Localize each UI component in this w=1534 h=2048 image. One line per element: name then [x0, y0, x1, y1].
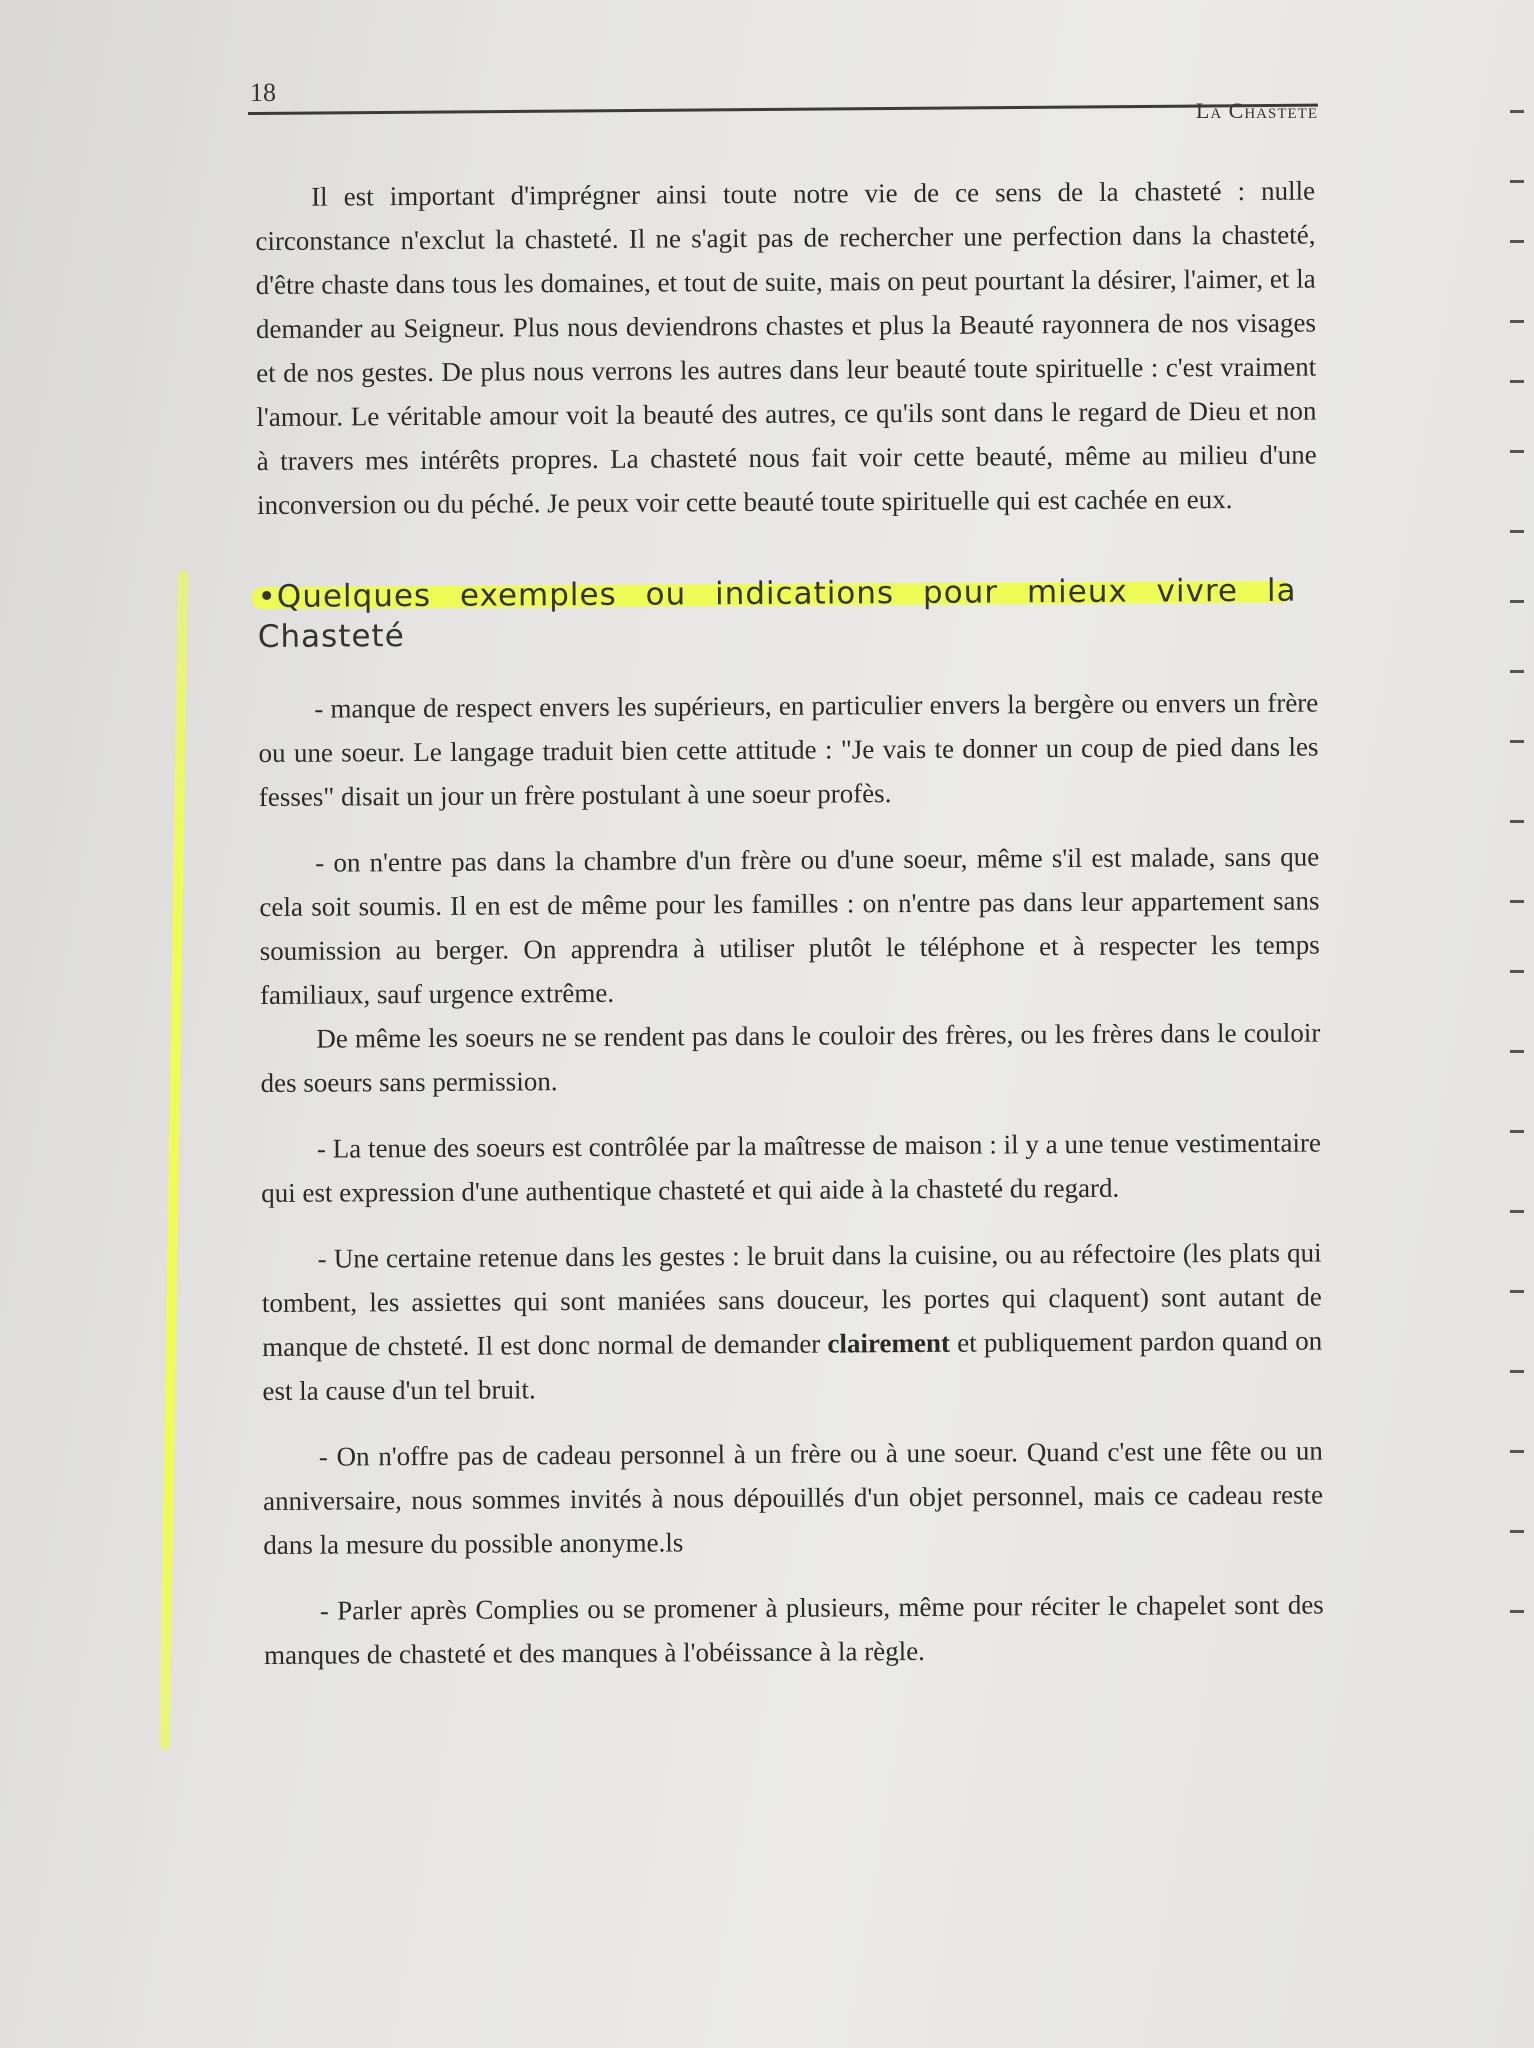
example-item-respect: - manque de respect envers les supérieurs, en particulier envers la bergère ou envers un frère ou une soeur. Le langage traduit bien cette attitude : "Je vais te donner un coup de pied dans les fesses" disait un jour un frère postulant à une soeur profès. — [258, 687, 1319, 812]
page-edge-mark — [1510, 380, 1524, 383]
running-title: La Chastete — [1195, 98, 1318, 123]
page-edge-mark — [1510, 240, 1524, 243]
page-edge-mark — [1510, 110, 1524, 113]
gestures-text-start: - Une certaine retenue dans les gestes : le bruit dans la cuisine, ou au réfectoire (les plats qui tombent, les assiettes qui sont maniées sans douceur, les portes qui claquent) sont autant de manque de chsteté. Il est donc normal de demander — [261, 1237, 1322, 1362]
page-edge-mark — [1510, 900, 1524, 903]
page-header — [248, 70, 1318, 150]
gestures-text-end: et publiquement pardon quand on est la cause d'un tel bruit. — [262, 1325, 1323, 1406]
example-item-gestures — [261, 1231, 1322, 1413]
page-edge-mark — [1510, 180, 1524, 183]
page-edge-mark — [1510, 740, 1524, 743]
page-edge-mark — [1510, 1130, 1524, 1133]
section-heading-text: •Quelques exemples ou indications pour mieux vivre la Chasteté — [257, 572, 1297, 655]
example-item-dress: - La tenue des soeurs est contrôlée par la maîtresse de maison : il y a une tenue vestimentaire qui est expression d'une authentique chasteté et qui aide à la chasteté du regard. — [261, 1127, 1322, 1208]
page-edge-mark — [1510, 1370, 1524, 1373]
page-edge-mark — [1510, 1290, 1524, 1293]
example-item-gifts: - On n'offre pas de cadeau personnel à un frère ou à une soeur. Quand c'est une fête ou un anniversaire, nous sommes invités à nous dépouillés d'un objet personnel, mais ce cadeau reste dans la mesure du possible anonyme.ls — [263, 1435, 1324, 1560]
header-rule — [248, 104, 1318, 115]
margin-highlighter-stroke — [159, 570, 188, 1750]
page-edge-mark — [1510, 1050, 1524, 1053]
page-edge-mark — [1510, 970, 1524, 973]
page-edge-mark — [1510, 1610, 1524, 1613]
page-edge-mark — [1510, 530, 1524, 533]
page-edge-mark — [1510, 1210, 1524, 1213]
example-item-compline: - Parler après Complies ou se promener à plusieurs, même pour réciter le chapelet sont des manques de chasteté et des manques à l'obéissance à la règle. — [263, 1589, 1324, 1670]
page-edge-mark — [1510, 1530, 1524, 1533]
gestures-bold-word: clairement — [827, 1327, 951, 1359]
section-heading — [257, 571, 1317, 657]
page-edge-mark — [1510, 1450, 1524, 1453]
page-edge-mark — [1510, 450, 1524, 453]
intro-paragraph: Il est important d'imprégner ainsi toute notre vie de ce sens de la chasteté : nulle circonstance n'exclut la chasteté. Il ne s'agit pas de rechercher une perfection dans la chasteté, d'être chaste dans tous les domaines, et tout de suite, mais on peut pourtant la désirer, l'aimer, et la demander au Seigneur. Plus nous deviendrons chastes et plus la Beauté rayonnera de nos visages et de nos gestes. De plus nous verrons les autres dans leur beauté toute spirituelle : c'est vraiment l'amour. Le véritable amour voit la beauté des autres, ce qu'ils sont dans le regard de Dieu et non à travers mes intérêts propres. La chasteté nous fait voir cette beauté, même au milieu d'une inconversion ou du péché. Je peux voir cette beauté toute spirituelle qui est cachée en eux. — [255, 175, 1317, 520]
example-item-corridor: De même les soeurs ne se rendent pas dans le couloir des frères, ou les frères dans le couloir des soeurs sans permission. — [260, 1017, 1321, 1098]
example-item-room: - on n'entre pas dans la chambre d'un frère ou d'une soeur, même s'il est malade, sans que cela soit soumis. Il en est de même pour les familles : on n'entre pas dans leur appartement sans soumission au berger. On apprendra à utiliser plutôt le téléphone et à respecter les temps familiaux, sauf urgence extrême. — [259, 841, 1320, 1010]
page-edge-mark — [1510, 820, 1524, 823]
page-edge-mark — [1510, 670, 1524, 673]
page-number: 18 — [250, 78, 276, 107]
page-body — [255, 169, 1324, 1699]
page-edge-mark — [1510, 320, 1524, 323]
page-edge-mark — [1510, 600, 1524, 603]
